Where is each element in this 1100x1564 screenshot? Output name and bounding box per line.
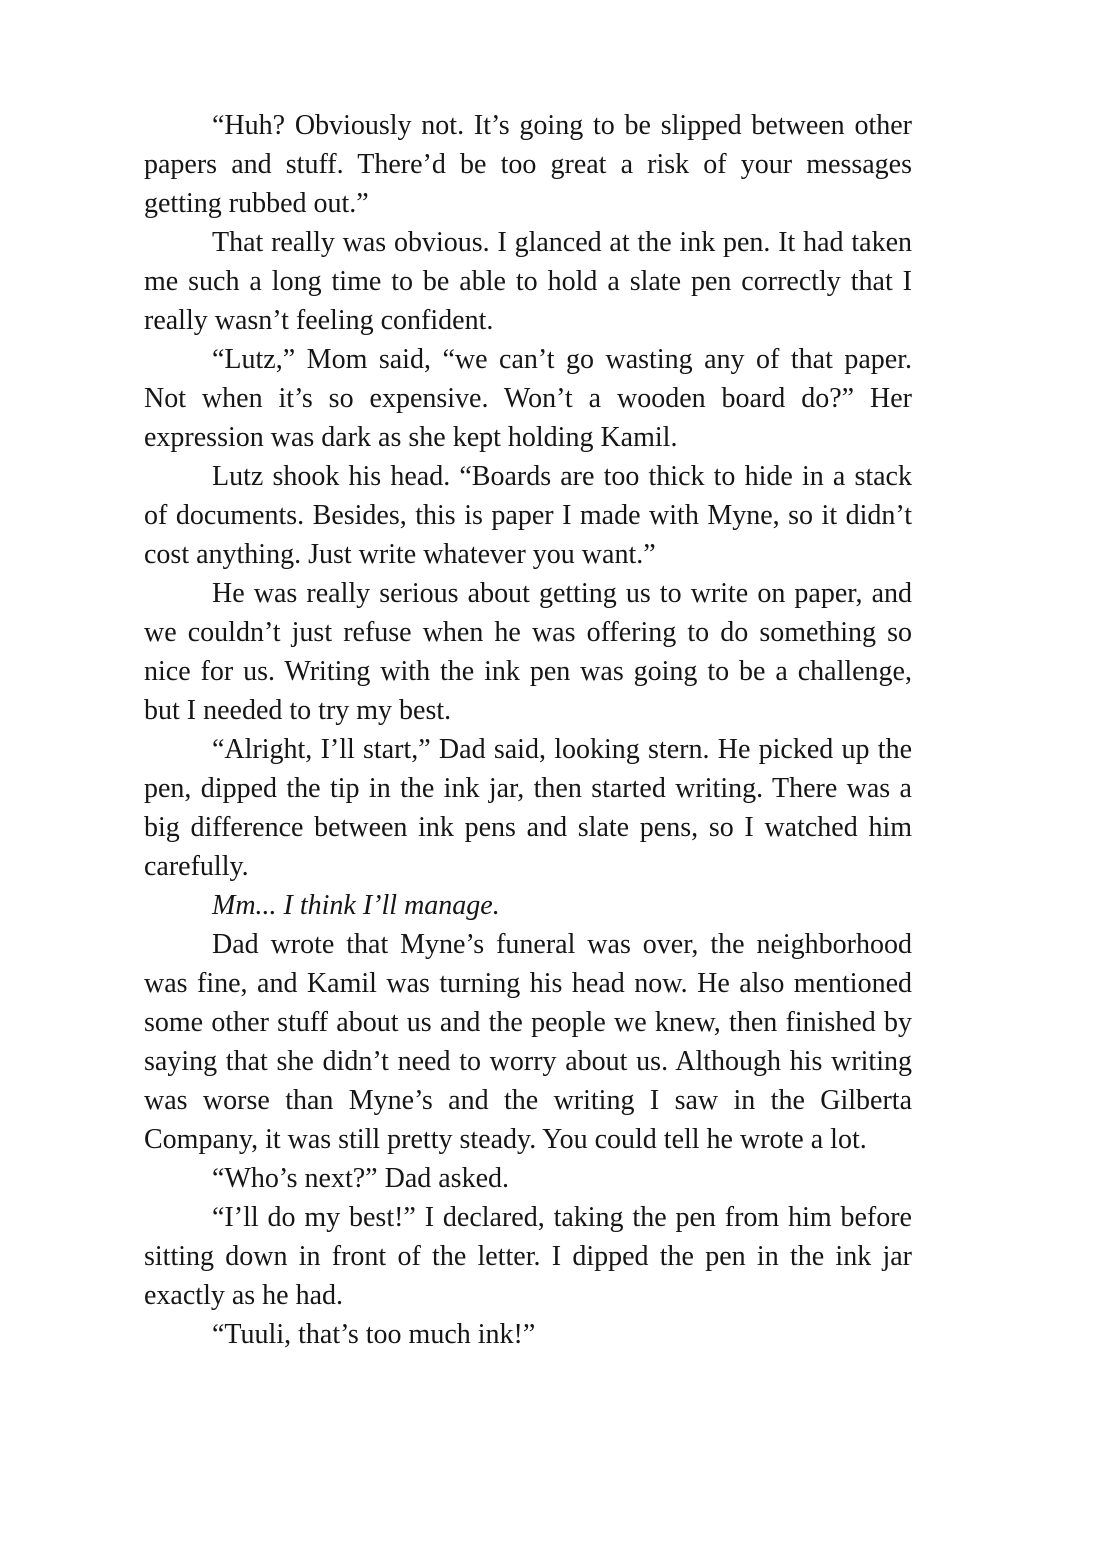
paragraph: “Tuuli, that’s too much ink!” [212,1319,536,1350]
paragraph: That really was obvious. I glanced at the ink pen. It had taken me such a long time to be able to hold a slate pen correctly that I really wasn’t feeling confident. [144,227,912,336]
paragraph-italic-thought: Mm... I think I’ll manage. [212,890,500,921]
paragraph: “Lutz,” Mom said, “we can’t go wasting any of that paper. Not when it’s so expensive. Won’t a wooden board do?” Her expression was dark as she kept holding Kamil. [144,344,912,453]
paragraph: Dad wrote that Myne’s funeral was over, the neighborhood was fine, and Kamil was turning his head now. He also mentioned some other stuff about us and the people we knew, then finished by saying that she didn’t need to worry about us. Although his writing was worse than Myne’s and the writing I saw in the Gilberta Company, it was still pretty steady. You could tell he wrote a lot. [144,929,912,1155]
paragraph: “Who’s next?” Dad asked. [212,1163,509,1194]
paragraph: Lutz shook his head. “Boards are too thick to hide in a stack of documents. Besides, this is paper I made with Myne, so it didn’t cost anything. Just write whatever you want.” [144,461,912,570]
paragraph: “Huh? Obviously not. It’s going to be slipped between other papers and stuff. There’d be too great a risk of your messages getting rubbed out.” [144,110,912,219]
paragraph: “Alright, I’ll start,” Dad said, looking stern. He picked up the pen, dipped the tip in the ink jar, then started writing. There was a big difference between ink pens and slate pens, so I watched him carefully. [144,734,912,882]
page-text-block [144,106,912,1354]
paragraph: He was really serious about getting us to write on paper, and we couldn’t just refuse when he was offering to do something so nice for us. Writing with the ink pen was going to be a challenge, but I needed to try my best. [144,578,912,726]
paragraph: “I’ll do my best!” I declared, taking the pen from him before sitting down in front of the letter. I dipped the pen in the ink jar exactly as he had. [144,1202,912,1311]
